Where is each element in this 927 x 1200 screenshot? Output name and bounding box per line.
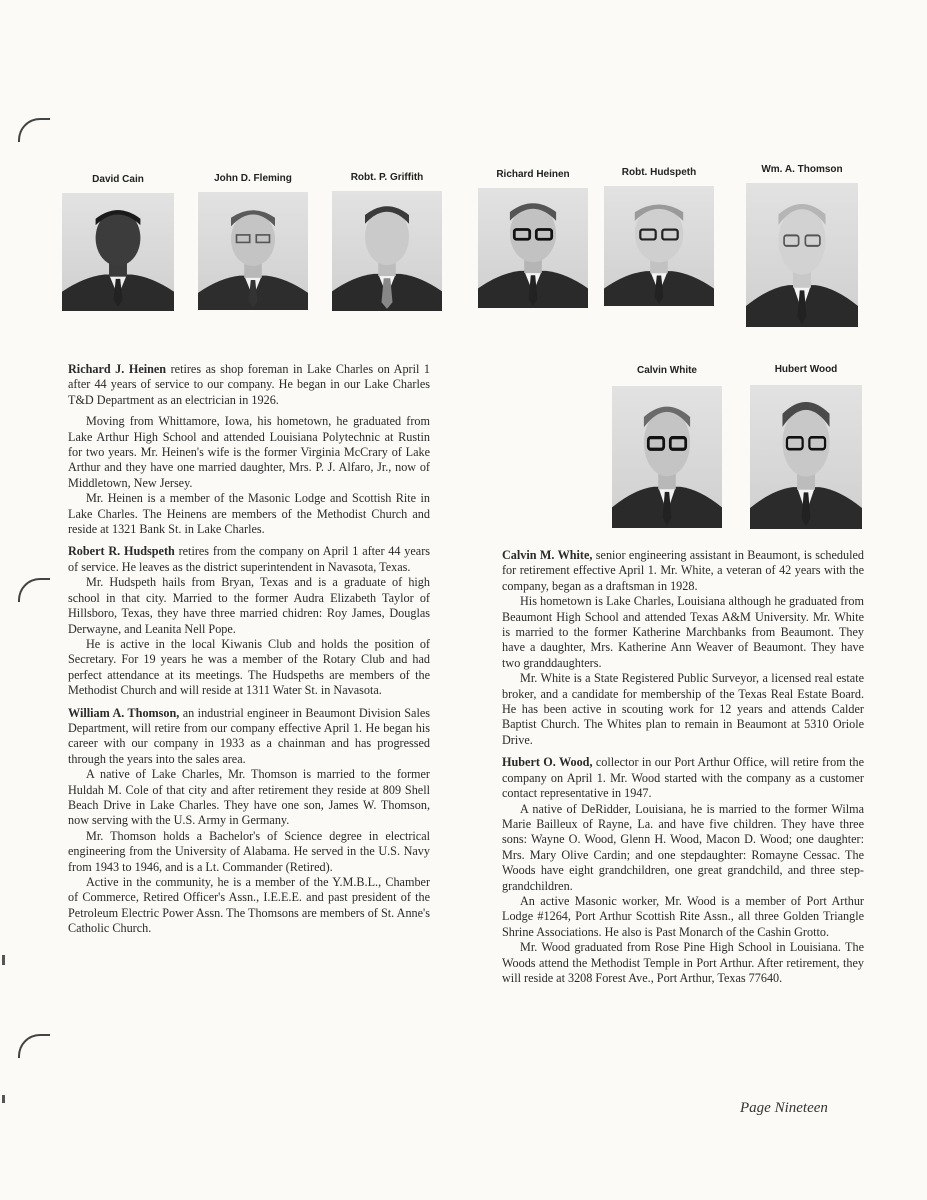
portrait-calvin-white — [612, 364, 722, 528]
portrait-caption: Hubert Wood — [774, 364, 838, 375]
white-paragraph-1: Calvin M. White, senior engineering assistant in Beaumont, is scheduled for retirement effective April 1. Mr. White, a veteran of 42 years with the company, began as a draftsman in 1928. — [502, 548, 864, 593]
wood-paragraph-3: An active Masonic worker, Mr. Wood is a member of Port Arthur Lodge #1264, Port Arthur Scottish Rite Assn., all three Golden Triangle Shrine Associations. He also is Past Monarch of the Cashin Grotto. — [502, 893, 864, 939]
portrait-david-cain — [62, 173, 174, 311]
portrait-caption: Robt. Hudspeth — [621, 167, 697, 178]
portrait-caption: Calvin White — [636, 365, 697, 376]
portrait-photo — [612, 386, 722, 528]
heinen-paragraph-2: Moving from Whittamore, Iowa, his hometown, he graduated from Lake Arthur High School and attended Louisiana Polytechnic at Rustin for two years. Mr. Heinen's wife is the former Virginia McCrary of Lake Arthur and they have one married daughter, Mrs. P. J. Alfaro, Jr., now of Middletown, New Jersey. — [68, 414, 430, 490]
portrait-photo — [332, 191, 442, 311]
portrait-robt-hudspeth — [604, 166, 714, 306]
thomson-paragraph-2: A native of Lake Charles, Mr. Thomson is married to the former Huldah M. Cole of that city and after retirement they reside at 809 Shell Beach Drive in Lake Charles. They have one son, James W. Thomson, now serving with the U.S. Army in Germany. — [68, 767, 430, 828]
portrait-hubert-wood — [750, 363, 862, 529]
portrait-caption: Robt. P. Griffith — [350, 172, 424, 183]
edge-mark — [2, 955, 5, 965]
thomson-paragraph-3: Mr. Thomson holds a Bachelor's of Science degree in electrical engineering from the University of Alabama. He served in the U.S. Navy from 1943 to 1946, and is a Lt. Commander (Retired). — [68, 828, 430, 874]
portrait-photo — [478, 188, 588, 308]
portrait-caption: Richard Heinen — [496, 169, 570, 180]
heinen-paragraph-1: Richard J. Heinen retires as shop foreman in Lake Charles on April 1 after 44 years of service to our company. He began in our Lake Charles T&D Department as an electrician in 1926. — [68, 362, 430, 407]
heinen-paragraph-3: Mr. Heinen is a member of the Masonic Lodge and Scottish Rite in Lake Charles. The Heinens are members of the Methodist Church and reside at 1321 Bank St. in Lake Charles. — [68, 491, 430, 537]
wood-name: Hubert O. Wood, — [502, 755, 593, 770]
portrait-john-fleming — [198, 172, 308, 310]
edge-mark — [2, 1095, 5, 1103]
portrait-caption: Wm. A. Thomson — [761, 164, 843, 175]
white-paragraph-3: Mr. White is a State Registered Public Surveyor, a licensed real estate broker, and a candidate for membership of the Texas Real Estate Board. He has been active in scouting work for 12 years and attends Calder Baptist Church. The Whites plan to remain in Beaumont at 5310 Oriole Drive. — [502, 671, 864, 747]
hudspeth-name: Robert R. Hudspeth — [68, 544, 175, 559]
portrait-caption: David Cain — [92, 174, 144, 185]
hudspeth-paragraph-2: Mr. Hudspeth hails from Bryan, Texas and is a graduate of high school in that city. Married to the former Audra Elizabeth Taylor of Hillsboro, Texas, they have three married chidren: Roy James, Douglas Derwayne, and Leanita Nell Pope. — [68, 575, 430, 636]
portrait-photo — [62, 193, 174, 311]
white-name: Calvin M. White, — [502, 548, 593, 562]
binder-hole-mark — [18, 578, 50, 602]
portrait-photo — [198, 192, 308, 310]
heinen-name: Richard J. Heinen — [68, 362, 167, 376]
binder-hole-mark — [18, 118, 50, 142]
portrait-wm-thomson — [746, 163, 858, 327]
wood-paragraph-4: Mr. Wood graduated from Rose Pine High School in Louisiana. The Woods attend the Methodist Temple in Port Arthur. After retirement, they will reside at 3208 Forest Ave., Port Arthur, Texas 77640. — [502, 940, 864, 985]
portrait-caption: John D. Fleming — [214, 173, 292, 184]
portrait-photo — [746, 183, 858, 327]
portrait-photo — [604, 186, 714, 306]
thomson-name: William A. Thomson, — [68, 705, 180, 720]
right-column — [502, 548, 864, 986]
hudspeth-paragraph-3: He is active in the local Kiwanis Club and holds the position of Secretary. For 19 years he was a member of the Rotary Club and had perfect attendance at its meetings. The Hudspeths are members of the Methodist Church and will reside at 1311 Water St. in Navasota. — [68, 636, 430, 698]
portrait-photo — [750, 385, 862, 529]
white-paragraph-2: His hometown is Lake Charles, Louisiana although he graduated from Beaumont High School and attended Texas A&M University. Mr. White is married to the former Katherine Marchbanks from Beaumont. They have a daughter, Mrs. Katherine Ann Weaver of Beaumont. They have two granddaughters. — [502, 594, 864, 670]
wood-paragraph-2: A native of DeRidder, Louisiana, he is married to the former Wilma Marie Bailleux of Rayne, La. and have five children. They have three sons: Wayne O. Wood, Glenn H. Wood, Macon D. Wood; one daughter: Mrs. Mary Olive Cardin; and one stepdaughter: Romayne Cessac. The Woods have eight grandchildren, one great grandchild, and three step-grandchildren. — [502, 801, 864, 893]
left-column — [68, 362, 430, 937]
hudspeth-paragraph-1: Robert R. Hudspeth retires from the company on April 1 after 44 years of service. He leaves as the district superintendent in Navasota, Texas. — [68, 544, 431, 574]
binder-hole-mark — [18, 1034, 50, 1058]
portrait-robt-griffith — [332, 171, 442, 311]
page-number: Page Nineteen — [740, 1100, 828, 1116]
thomson-paragraph-4: Active in the community, he is a member of the Y.M.B.L., Chamber of Commerce, Retired Officer's Assn., I.E.E.E. and past president of the Petroleum Electric Power Assn. The Thomsons are members of St. Anne's Catholic Church. — [68, 875, 430, 936]
thomson-paragraph-1: William A. Thomson, an industrial engineer in Beaumont Division Sales Department, will retire from our company effective April 1. He began his career with our company in 1933 as a chainman and has progressed through the years into the sales area. — [68, 705, 431, 766]
wood-paragraph-1: Hubert O. Wood, collector in our Port Arthur Office, will retire from the company on April 1. Mr. Wood started with the company as a customer contact representative in 1947. — [502, 755, 864, 801]
portrait-richard-heinen — [478, 168, 588, 308]
